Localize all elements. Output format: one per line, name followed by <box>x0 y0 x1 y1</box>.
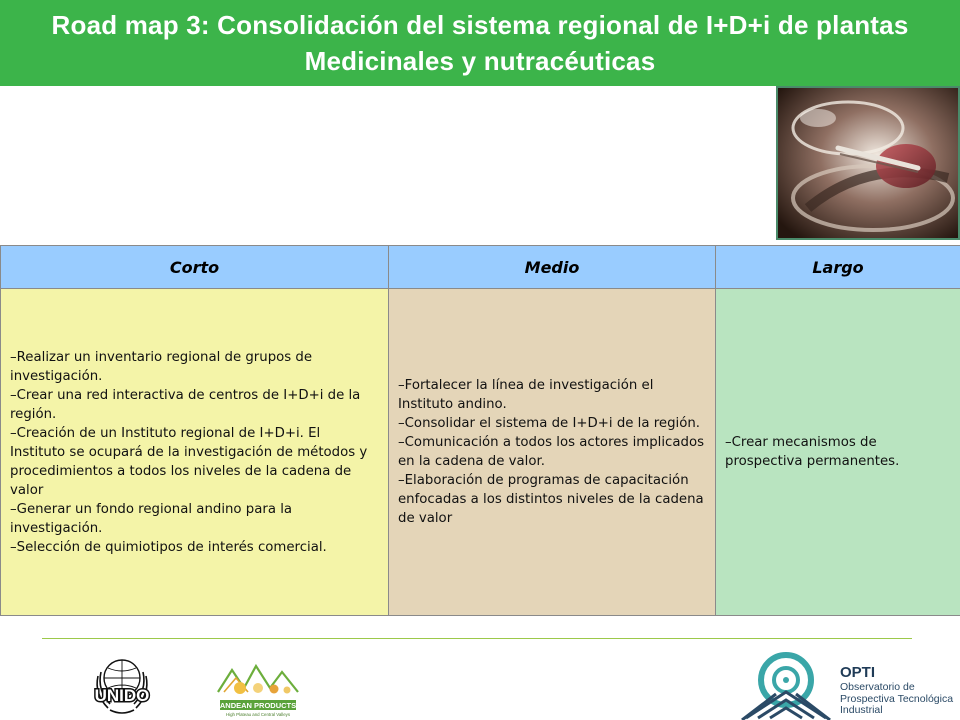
andean-products-logo <box>216 662 300 718</box>
long-term-item: –Crear mecanismos de prospectiva permanentes. <box>725 435 900 469</box>
table-header-row <box>1 246 960 289</box>
short-term-item: –Crear una red interactiva de centros de I+D+i de la región. <box>10 387 361 422</box>
opti-tagline-line: Observatorio de <box>840 681 915 693</box>
opti-tagline-line: Prospectiva Tecnológica <box>840 692 954 705</box>
mid-term-item: –Elaboración de programas de capacitación enfocadas a los distintos niveles de la cadena de valor <box>398 473 704 526</box>
laboratory-glass-image <box>778 88 958 238</box>
mid-term-cell <box>389 289 716 616</box>
short-term-item: –Selección de quimiotipos de interés comercial. <box>10 539 327 555</box>
footer-divider <box>42 638 912 639</box>
andean-products-label: ANDEAN PRODUCTS <box>219 701 297 710</box>
opti-tagline-line: Industrial <box>840 704 883 716</box>
slide-title: Road map 3: Consolidación del sistema regional de I+D+i de plantas Medicinales y nutracéuticas <box>51 10 909 76</box>
short-term-item: –Creación de un Instituto regional de I+D+i. El Instituto se ocupará de la investigación de métodos y procedimientos a todos los niveles de la cadena de valor <box>10 425 368 498</box>
table-row <box>1 289 960 616</box>
long-term-cell <box>716 289 960 616</box>
opti-name: OPTI <box>840 664 876 681</box>
short-term-item: –Generar un fondo regional andino para la investigación. <box>10 501 293 536</box>
andean-products-tagline: High Plateau and Central Valleys <box>225 712 291 717</box>
opti-logo-icon <box>736 648 836 720</box>
mid-term-item: –Comunicación a todos los actores implicados en la cadena de valor. <box>398 435 705 469</box>
header-medio: Medio <box>389 246 716 289</box>
short-term-cell <box>1 289 389 616</box>
header-corto: Corto <box>1 246 389 289</box>
laboratory-photo <box>776 86 960 240</box>
header-largo: Largo <box>716 246 960 289</box>
mid-term-item: –Fortalecer la línea de investigación el Instituto andino. <box>398 378 654 412</box>
title-bar <box>0 0 960 86</box>
short-term-item: –Realizar un inventario regional de grupos de investigación. <box>10 349 313 384</box>
unido-logo <box>90 654 154 716</box>
roadmap-table <box>0 245 960 616</box>
unido-logo-text: UNIDO <box>94 686 150 705</box>
opti-logo-text <box>840 664 958 717</box>
mid-term-item: –Consolidar el sistema de I+D+i de la región. <box>398 416 701 431</box>
